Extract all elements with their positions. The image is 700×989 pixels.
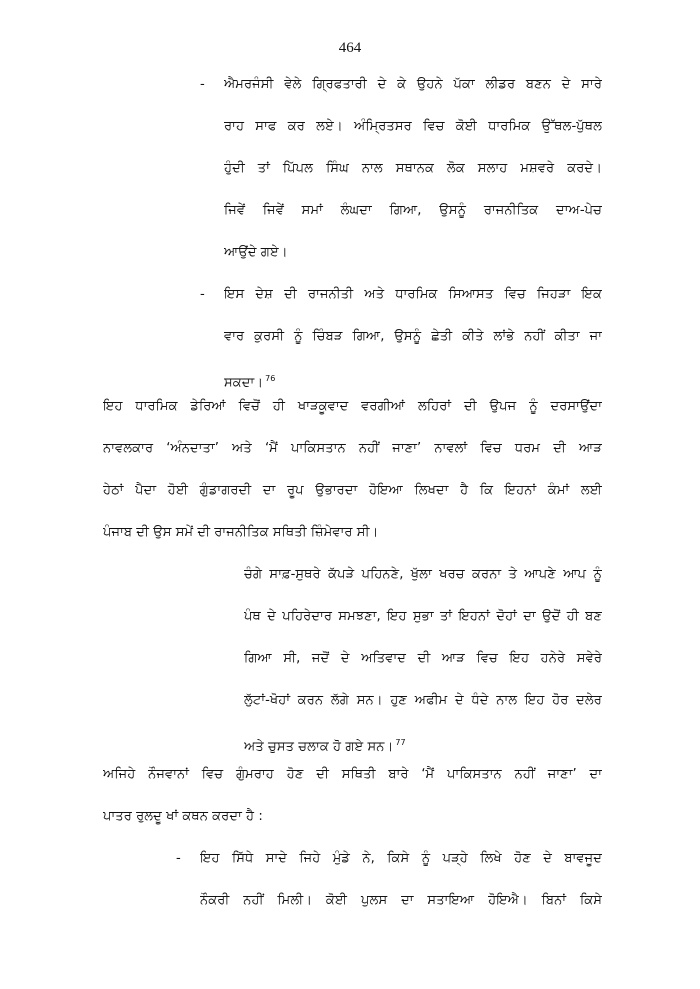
text-line: ਨੌਕਰੀ ਨਹੀਂ ਮਿਲੀ। ਕੋਈ ਪੁਲਸ ਦਾ ਸਤਾਇਆ ਹੋਇਐ। ਬਿਨਾਂ ਕਿਸੇ bbox=[200, 893, 602, 908]
list-dash: - bbox=[176, 851, 181, 866]
text-line: ਇਸ ਦੇਸ਼ ਦੀ ਰਾਜਨੀਤੀ ਅਤੇ ਧਾਰਮਿਕ ਸਿਆਸਤ ਵਿਚ ਜਿਹੜਾ ਇਕ bbox=[224, 287, 602, 302]
list-item bbox=[200, 64, 602, 274]
page-number: 464 bbox=[338, 40, 362, 56]
footnote-ref: 77 bbox=[395, 738, 406, 747]
text-line: ਗਿਆ ਸੀ, ਜਦੋਂ ਦੇ ਅਤਿਵਾਦ ਦੀ ਆੜ ਵਿਚ ਇਹ ਹਨੇਰੇ ਸਵੇਰੇ bbox=[244, 651, 602, 666]
text-line: ਇਹ ਸਿੱਧੇ ਸਾਦੇ ਜਿਹੇ ਮੁੰਡੇ ਨੇ, ਕਿਸੇ ਨੂੰ ਪੜ੍ਹੇ ਲਿਖੇ ਹੋਣ ਦੇ ਬਾਵਜੂਦ bbox=[200, 851, 602, 866]
text-run: ਸਕਦਾ। bbox=[224, 375, 264, 391]
text-line: ਜਿਵੇਂ ਜਿਵੇਂ ਸਮਾਂ ਲੰਘਦਾ ਗਿਆ, ਉਸਨੂੰ ਰਾਜਨੀਤਿਕ ਦਾਅ-ਪੇਚ bbox=[224, 203, 602, 218]
text-line: ਹੇਠਾਂ ਪੈਦਾ ਹੋਈ ਗੁੰਡਾਗਰਦੀ ਦਾ ਰੂਪ ਉਭਾਰਦਾ ਹੋਇਆ ਲਿਖਦਾ ਹੈ ਕਿ ਇਹਨਾਂ ਕੰਮਾਂ ਲਈ bbox=[103, 483, 602, 498]
text-line: ਚੰਗੇ ਸਾਫ਼-ਸੁਥਰੇ ਕੱਪੜੇ ਪਹਿਨਣੇ, ਖੁੱਲਾ ਖਰਚ ਕਰਨਾ ਤੇ ਆਪਣੇ ਆਪ ਨੂੰ bbox=[244, 567, 602, 582]
footnote-ref: 76 bbox=[265, 374, 276, 383]
list-dash: - bbox=[200, 287, 205, 302]
list-dash: - bbox=[200, 77, 205, 92]
text-line: ਆਉਂਦੇ ਗਏ। bbox=[224, 245, 288, 260]
text-line: ਪੰਥ ਦੇ ਪਹਿਰੇਦਾਰ ਸਮਝਣਾ, ਇਹ ਸੁਭਾ ਤਾਂ ਇਹਨਾਂ ਦੋਹਾਂ ਦਾ ਉਦੋਂ ਹੀ ਬਣ bbox=[244, 609, 602, 624]
text-line: ਲੁੱਟਾਂ-ਖੋਹਾਂ ਕਰਨ ਲੱਗੇ ਸਨ। ਹੁਣ ਅਫੀਮ ਦੇ ਧੰਦੇ ਨਾਲ ਇਹ ਹੋਰ ਦਲੇਰ bbox=[244, 693, 602, 708]
bullet-list-2 bbox=[176, 838, 602, 922]
block-quote bbox=[244, 554, 602, 764]
text-line: ਰਾਹ ਸਾਫ ਕਰ ਲਏ। ਅੰਮ੍ਰਿਤਸਰ ਵਿਚ ਕੋਈ ਧਾਰਮਿਕ ਉੱਥਲ-ਪੁੱਥਲ bbox=[224, 119, 602, 134]
text-line: ਇਹ ਧਾਰਮਿਕ ਡੇਰਿਆਂ ਵਿਚੋਂ ਹੀ ਖਾੜਕੂਵਾਦ ਵਰਗੀਆਂ ਲਹਿਰਾਂ ਦੀ ਉਪਜ ਨੂੰ ਦਰਸਾਉਂਦਾ bbox=[103, 399, 602, 414]
list-item bbox=[200, 274, 602, 400]
text-line: ਨਾਵਲਕਾਰ ‘ਅੰਨਦਾਤਾ’ ਅਤੇ ‘ਮੈਂ ਪਾਕਿਸਤਾਨ ਨਹੀਂ ਜਾਣਾ’ ਨਾਵਲਾਂ ਵਿਚ ਧਰਮ ਦੀ ਆੜ bbox=[103, 441, 602, 456]
text-line: ਪੰਜਾਬ ਦੀ ਉਸ ਸਮੇਂ ਦੀ ਰਾਜਨੀਤਿਕ ਸਥਿਤੀ ਜ਼ਿੰਮੇਵਾਰ ਸੀ। bbox=[103, 525, 379, 540]
text-line: ਹੁੰਦੀ ਤਾਂ ਪਿੱਪਲ ਸਿੰਘ ਨਾਲ ਸਥਾਨਕ ਲੋਕ ਸਲਾਹ ਮਸ਼ਵਰੇ ਕਰਦੇ। bbox=[224, 161, 602, 176]
bullet-list-1 bbox=[200, 64, 602, 400]
text-run: ਅਤੇ ਚੁਸਤ ਚਲਾਕ ਹੋ ਗਏ ਸਨ। bbox=[244, 739, 394, 755]
list-item bbox=[176, 838, 602, 922]
paragraph-1 bbox=[103, 386, 602, 554]
text-line: ਐਮਰਜੰਸੀ ਵੇਲੇ ਗ੍ਰਿਫਤਾਰੀ ਦੇ ਕੇ ਉਹਨੇ ਪੱਕਾ ਲੀਡਰ ਬਣਨ ਦੇ ਸਾਰੇ bbox=[224, 77, 602, 92]
text-line: ਪਾਤਰ ਰੁਲਦੂ ਖਾਂ ਕਥਨ ਕਰਦਾ ਹੈ : bbox=[103, 809, 263, 824]
paragraph-2 bbox=[103, 754, 602, 838]
text-line: ਵਾਰ ਕੁਰਸੀ ਨੂੰ ਚਿੰਬੜ ਗਿਆ, ਉਸਨੂੰ ਛੇਤੀ ਕੀਤੇ ਲਾਂਭੇ ਨਹੀਂ ਕੀਤਾ ਜਾ bbox=[224, 329, 602, 344]
text-line: ਅਜਿਹੇ ਨੌਜਵਾਨਾਂ ਵਿਚ ਗੁੰਮਰਾਹ ਹੋਣ ਦੀ ਸਥਿਤੀ ਬਾਰੇ ‘ਮੈਂ ਪਾਕਿਸਤਾਨ ਨਹੀਂ ਜਾਣਾ’ ਦਾ bbox=[103, 767, 602, 782]
